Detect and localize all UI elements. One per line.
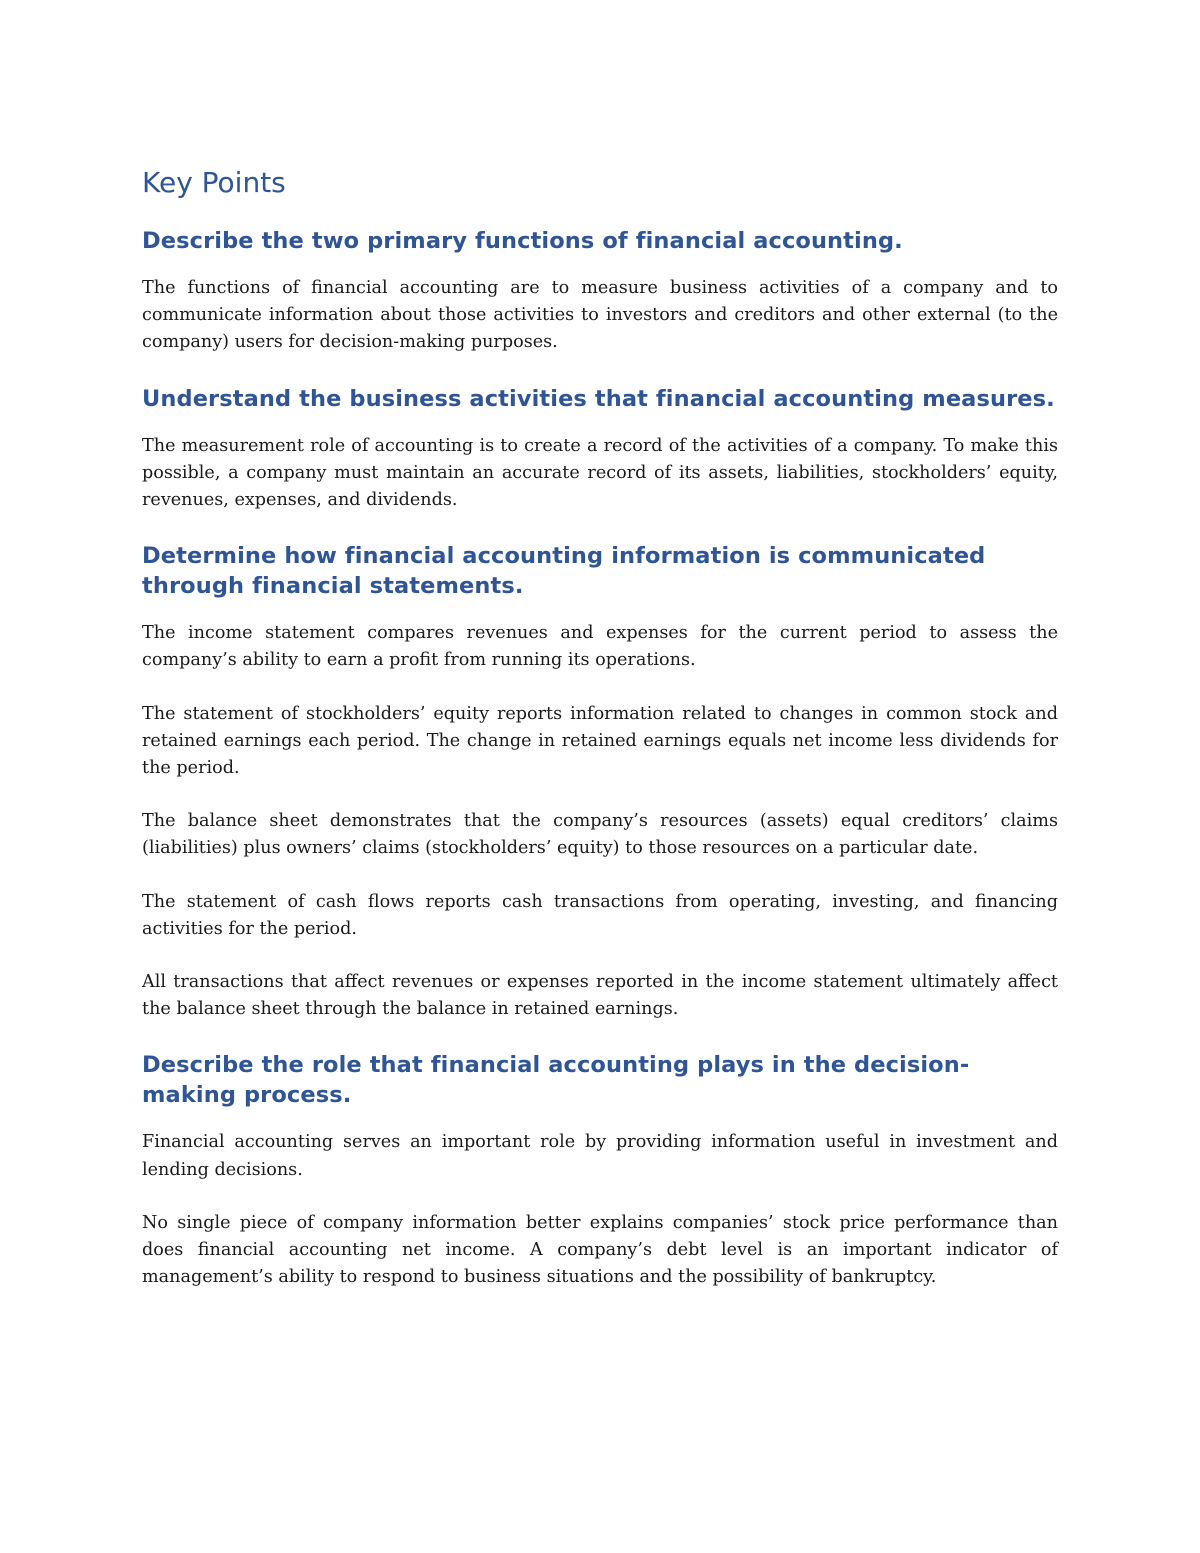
document-title: Key Points [142, 166, 286, 199]
paragraph: All transactions that affect revenues or expenses reported in the income statement ultimately affect the balance sheet through the balance in retained earnings. [142, 972, 1058, 1020]
section-heading: Describe the two primary functions of financial accounting. [142, 228, 903, 254]
paragraph: The statement of stockholders’ equity reports information related to changes in common stock and retained earnings each period. The change in retained earnings equals net income less dividends for the period. [142, 703, 1058, 779]
paragraph: The functions of financial accounting are to measure business activities of a company and to communicate information about those activities to investors and creditors and other external (to the company) users for decision-making purposes. [142, 278, 1058, 353]
paragraph: The balance sheet demonstrates that the company’s resources (assets) equal creditors’ claims (liabilities) plus owners’ claims (stockholders’ equity) to those resources on a particular date. [142, 811, 1058, 859]
section-heading: Understand the business activities that financial accounting measures. [142, 385, 1055, 412]
paragraph: No single piece of company information better explains companies’ stock price performance than does financial accounting net income. A company’s debt level is an important indicator of management’s ability to respond to business situations and the possibility of bankruptcy. [142, 1212, 1058, 1288]
section-financial-statements [142, 541, 1058, 1023]
paragraph: The statement of cash flows reports cash transactions from operating, investing, and financing activities for the period. [142, 891, 1058, 939]
section-heading: Determine how financial accounting information is communicated through financial statements. [142, 543, 986, 600]
paragraph: Financial accounting serves an important role by providing information useful in investment and lending decisions. [142, 1132, 1058, 1180]
section-heading: Describe the role that financial accounting plays in the decision-making process. [142, 1052, 970, 1109]
section-primary-functions [142, 226, 1058, 357]
section-business-activities [142, 384, 1058, 515]
paragraph: The measurement role of accounting is to create a record of the activities of a company. To make this possible, a company must maintain an accurate record of its assets, liabilities, stockholders’ equity, revenues, expenses, and dividends. [142, 435, 1058, 511]
paragraph: The income statement compares revenues and expenses for the current period to assess the company’s ability to earn a profit from running its operations. [142, 623, 1058, 671]
section-decision-making [142, 1050, 1058, 1291]
document-page [142, 160, 1058, 1317]
